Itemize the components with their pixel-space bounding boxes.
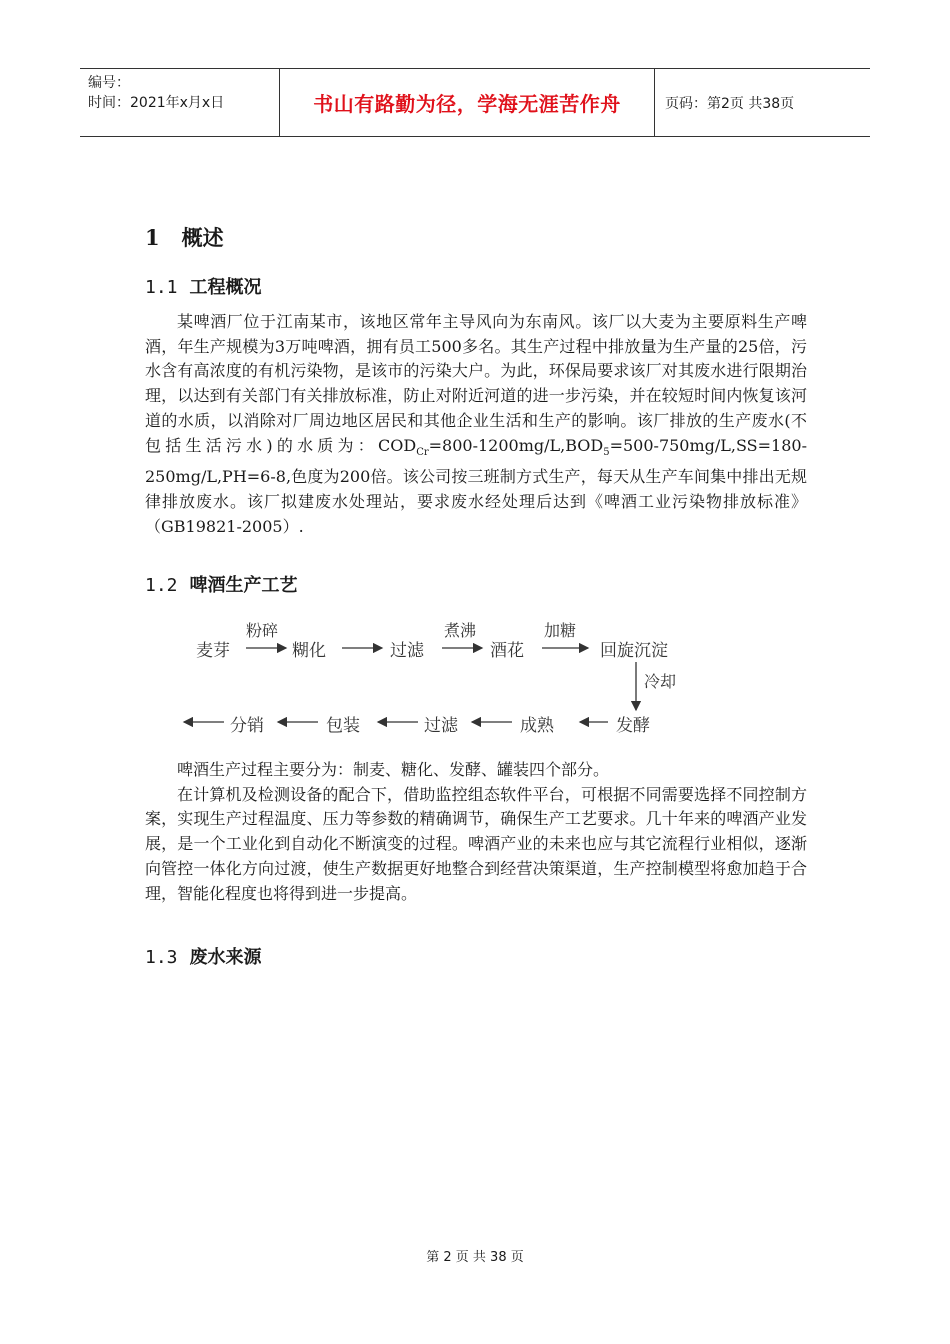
subscript: Cr [416, 446, 429, 458]
flow-node-maturation: 成熟 [520, 716, 554, 736]
section-title: 工程概况 [189, 277, 262, 298]
page-footer: 第 2 页 共 38 页 [426, 1250, 524, 1265]
section-title: 啤酒生产工艺 [189, 575, 298, 596]
text-run: =800-1200mg/L,BOD [428, 435, 604, 455]
flow-label-boil: 煮沸 [444, 621, 477, 640]
section-1-heading [145, 222, 224, 252]
header-motto: 书山有路勤为径，学海无涯苦作舟 [280, 69, 655, 136]
header-meta [80, 69, 280, 136]
section-number: 1.2 [145, 575, 178, 596]
paragraph [145, 310, 807, 540]
text-run: =500-750mg/L,SS=180-250mg/L,PH=6-8,色度为200倍。该公司按三班制方式生产，每天从生产车间集中排出无规律排放废水。该厂拟建废水处理站，要求废水经处理后达到《啤酒工业污染物排放标准》（GB19821-2005）. [145, 435, 807, 536]
flow-node-packaging: 包装 [326, 716, 360, 736]
flow-node-hops: 酒花 [490, 641, 524, 661]
section-1-2-heading [145, 571, 298, 597]
paragraph: 啤酒生产过程主要分为：制麦、糖化、发酵、罐装四个部分。 [177, 760, 610, 779]
flow-label-crush: 粉碎 [246, 621, 279, 640]
process-flow-diagram [180, 612, 700, 742]
section-number: 1.1 [145, 277, 178, 298]
flow-node-whirlpool: 回旋沉淀 [600, 641, 668, 661]
section-title: 概述 [181, 226, 224, 250]
flow-node-malt: 麦芽 [196, 641, 230, 661]
document-date: 时间：2021年x月x日 [88, 95, 225, 111]
page-header [80, 68, 870, 137]
flow-node-filter: 过滤 [390, 641, 424, 661]
header-page-info: 页码：第2页 共38页 [665, 95, 795, 112]
flow-label-sugar: 加糖 [544, 621, 577, 640]
section-number: 1.3 [145, 947, 178, 968]
flow-node-distribution: 分销 [230, 716, 264, 736]
flow-node-filter-2: 过滤 [424, 716, 458, 736]
section-title: 废水来源 [189, 947, 262, 968]
flow-label-cool: 冷却 [644, 672, 677, 691]
flow-node-gelatinization: 糊化 [292, 641, 326, 661]
text-run: 某啤酒厂位于江南某市，该地区常年主导风向为东南风。该厂以大麦为主要原料生产啤酒，年生产规模为3万吨啤酒，拥有员工500多名。其生产过程中排放量为生产量的25倍，污水含有高浓度的有机污染物，是该市的污染大户。为此，环保局要求该厂对其废水进行限期治理，以达到有关部门有关排放标准，防止对附近河道的进一步污染，并在较短时间内恢复该河道的水质，以消除对厂周边地区居民和其他企业生活和生产的影响。该厂排放的生产废水(不包括生活污水)的水质为：COD [145, 312, 807, 455]
section-1-3-heading [145, 943, 262, 969]
section-number: 1 [145, 225, 160, 250]
section-1-1-body [145, 310, 807, 540]
paragraph: 在计算机及检测设备的配合下，借助监控组态软件平台，可根据不同需要选择不同控制方案，实现生产过程温度、压力等参数的精确调节，确保生产工艺要求。几十年来的啤酒产业发展，是一个工业化到自动化不断演变的过程。啤酒产业的未来也应与其它流程行业相似，逐渐向管控一体化方向过渡，使生产数据更好地整合到经营决策渠道，生产控制模型将愈加趋于合理，智能化程度也将得到进一步提高。 [145, 784, 807, 903]
section-1-2-body [145, 758, 807, 906]
document-number-label: 编号： [88, 75, 130, 91]
flow-node-fermentation: 发酵 [616, 716, 650, 736]
subscript: 5 [603, 446, 610, 458]
section-1-1-heading [145, 273, 262, 299]
